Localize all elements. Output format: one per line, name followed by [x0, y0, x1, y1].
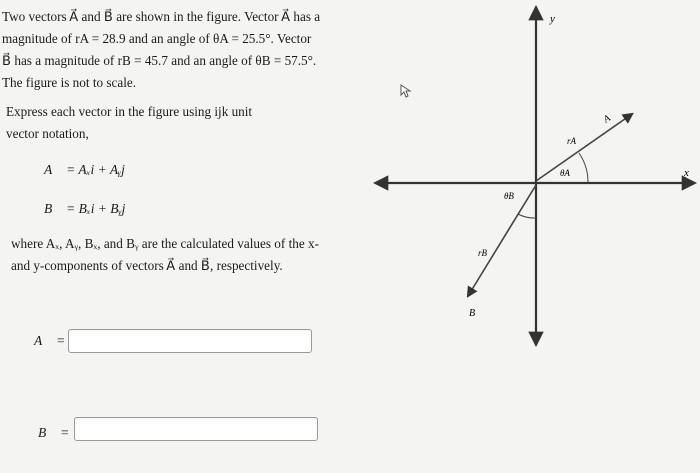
r-a-label: rA: [567, 136, 576, 146]
vector-b-label: B⃗: [469, 308, 483, 319]
instruction-line: vector notation,: [6, 126, 89, 141]
theta-a-label: θA: [560, 168, 570, 178]
equation-a: A⃗ = Aₓi + Aᵧj: [44, 162, 125, 177]
vector-a-label: A⃗: [601, 108, 620, 126]
theta-a-arc: [579, 153, 588, 183]
r-b-label: rB: [478, 248, 487, 258]
intro-line: The figure is not to scale.: [2, 75, 137, 90]
theta-b-label: θB: [504, 191, 514, 201]
answer-a-input[interactable]: [68, 329, 312, 353]
vector-b-arrow: [468, 185, 536, 296]
where-text: [11, 233, 351, 277]
theta-b-arc: [518, 214, 536, 218]
instruction-line: Express each vector in the figure using ijk unit: [6, 104, 253, 119]
answer-b-label: B⃗ =: [38, 425, 70, 440]
answer-a-label: A⃗ =: [34, 333, 66, 348]
equation-b: B⃗ = Bₓi + Bᵧj: [44, 201, 126, 216]
instruction-text: [6, 101, 306, 145]
intro-line: B⃗ has a magnitude of rB = 45.7 and an angle of θB = 57.5°.: [2, 53, 317, 68]
vector-a-arrow: [536, 114, 632, 181]
answer-b-input[interactable]: [74, 417, 318, 441]
where-line: where Aₓ, Aᵧ, Bₓ, and Bᵧ are the calculated values of the x-: [11, 236, 319, 251]
intro-line: Two vectors A⃗ and B⃗ are shown in the figure. Vector A⃗ has a: [2, 9, 321, 24]
problem-intro: [2, 6, 362, 94]
where-line: and y-components of vectors A⃗ and B⃗, respectively.: [11, 258, 283, 273]
vector-figure: [370, 0, 700, 360]
y-axis-label: y: [550, 13, 555, 25]
x-axis-label: x: [684, 167, 689, 179]
intro-line: magnitude of rA = 28.9 and an angle of θA = 25.5°. Vector: [2, 31, 312, 46]
